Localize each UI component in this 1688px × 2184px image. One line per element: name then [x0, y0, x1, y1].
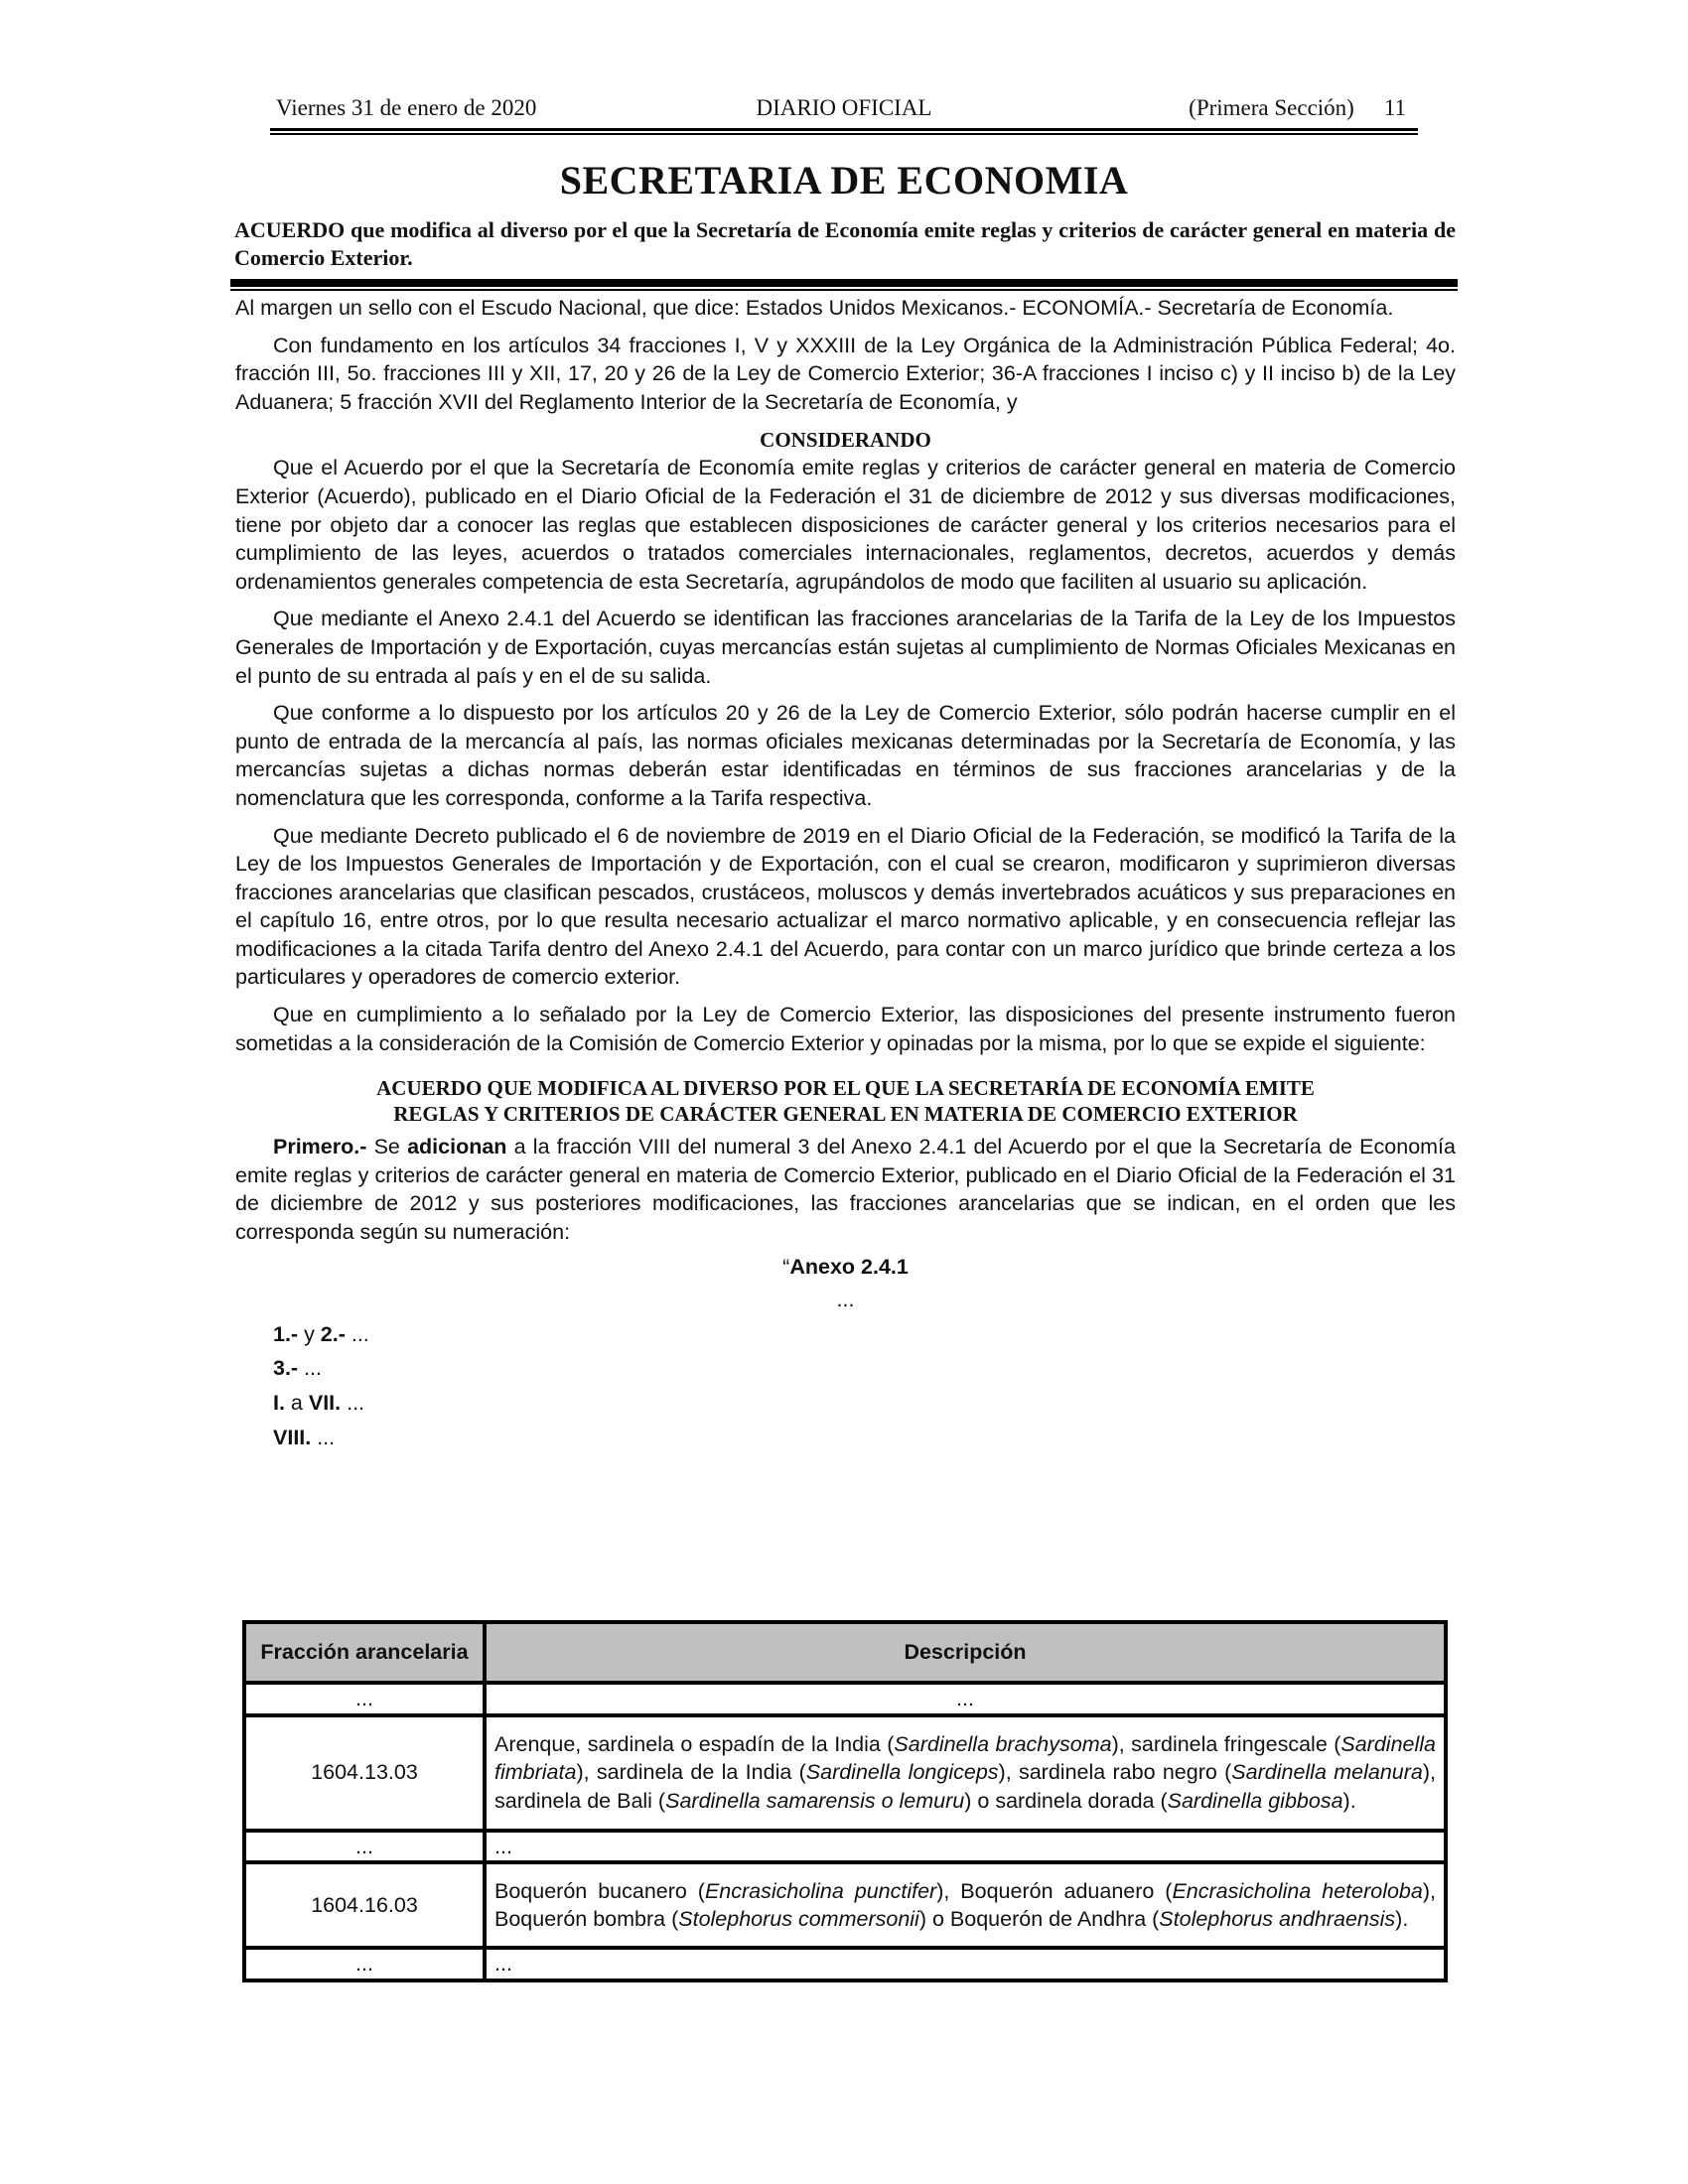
open-quote: “: [782, 1254, 790, 1279]
description-text: ), Boquerón aduanero (: [936, 1878, 1173, 1903]
table-row: [244, 1831, 1446, 1863]
descripcion-cell: ...: [485, 1683, 1446, 1715]
list-line: [273, 1389, 1456, 1418]
header-section-label: (Primera Sección): [1189, 95, 1354, 120]
description-text: ) o Boquerón de Andhra (: [918, 1907, 1160, 1932]
description-text: ) o sardinela dorada (: [964, 1788, 1168, 1813]
species-name: Sardinella fimbriata: [494, 1731, 1436, 1785]
description-text: Arenque, sardinela o espadín de la India (: [494, 1731, 895, 1756]
page-title: SECRETARIA DE ECONOMIA: [559, 158, 1129, 203]
descripcion-cell: [485, 1862, 1446, 1948]
description-text: ), sardinela rabo negro (: [998, 1760, 1232, 1785]
description-text: ).: [1395, 1907, 1409, 1932]
page-number: 11: [1383, 95, 1406, 120]
table-row: [244, 1715, 1446, 1831]
description-text: Boquerón bucanero (: [494, 1878, 705, 1903]
table-row: [244, 1862, 1446, 1948]
list-num: 1.-: [273, 1321, 299, 1346]
description-text: ), Boquerón bombra (: [494, 1878, 1436, 1932]
acuerdo-heading-line: ACUERDO QUE MODIFICA AL DIVERSO POR EL QUE LA SECRETARÍA DE ECONOMÍA EMITE: [376, 1076, 1315, 1101]
descripcion-cell: [485, 1715, 1446, 1831]
list-num: I.: [273, 1391, 285, 1415]
subheading-rule-thick: [230, 279, 1458, 287]
acuerdo-heading-line: REGLAS Y CRITERIOS DE CARÁCTER GENERAL EN MATERIA DE COMERCIO EXTERIOR: [393, 1102, 1298, 1127]
description-text: ), sardinela fringescale (: [1111, 1731, 1341, 1756]
description-text: ).: [1342, 1788, 1356, 1813]
anexo-label: [235, 1253, 1456, 1282]
list-num: VIII.: [273, 1425, 312, 1449]
list-text: ...: [341, 1391, 365, 1415]
description-text: ), sardinela de Bali (: [494, 1760, 1436, 1813]
table-row: [244, 1683, 1446, 1715]
fraccion-cell: 1604.16.03: [244, 1862, 485, 1948]
subheading-rest: que modifica al diverso por el que la Secretaría de Economía emite reglas y criterios de carácter general en materia de Comercio Exterior.: [234, 217, 1456, 270]
list-text: ...: [345, 1321, 369, 1346]
fracciones-table: [242, 1620, 1448, 1982]
table-row: [244, 1948, 1446, 1980]
running-header: [270, 95, 1418, 125]
species-name: Encrasicholina punctifer: [704, 1878, 937, 1903]
descripcion-cell: ...: [485, 1948, 1446, 1980]
species-name: Stolephorus commersonii: [678, 1907, 919, 1932]
fraccion-cell: ...: [244, 1831, 485, 1863]
list-num: 3.-: [273, 1356, 299, 1381]
considerando-paragraph: Que en cumplimiento a lo señalado por la Ley de Comercio Exterior, las disposiciones del presente instrumento fueron sometidas a la consideración de la Comisión de Comercio Exterior y opinadas por la misma, por lo que se expide el siguiente:: [235, 1003, 1456, 1055]
margin-note: Al margen un sello con el Escudo Nacional, que dice: Estados Unidos Mexicanos.- ECONOMÍA.- Secretaría de Economía.: [235, 296, 1394, 320]
species-name: Sardinella melanura: [1231, 1760, 1423, 1785]
header-rule-thin: [270, 133, 1418, 135]
list-text: ...: [298, 1356, 322, 1381]
primero-text: Se: [366, 1135, 408, 1160]
species-name: Sardinella brachysoma: [894, 1731, 1112, 1756]
anexo-label-text: Anexo 2.4.1: [789, 1254, 909, 1279]
list-num: VII.: [308, 1391, 342, 1415]
list-line: [273, 1354, 1456, 1383]
species-name: Sardinella gibbosa: [1167, 1788, 1343, 1813]
column-header-descripcion: Descripción: [485, 1622, 1446, 1683]
fundamento-paragraph: Con fundamento en los artículos 34 fracciones I, V y XXXIII de la Ley Orgánica de la Administración Pública Federal; 4o. fracción III, 5o. fracciones III y XII, 17, 20 y 26 de la Ley de Comercio Exterior; 36-A fracciones I inciso c) y II inciso b) de la Ley Aduanera; 5 fracción XVII del Reglamento Interior de la Secretaría de Economía, y: [235, 333, 1456, 414]
document-subheading: [234, 216, 1456, 272]
table-header-row: [244, 1622, 1446, 1683]
considerando-paragraph: Que mediante Decreto publicado el 6 de noviembre de 2019 en el Diario Oficial de la Federación, se modificó la Tarifa de la Ley de los Impuestos Generales de Importación y de Exportación, con el cual se crearon, modificaron y suprimieron diversas fracciones arancelarias que clasifican pescados, crustáceos, moluscos y demás invertebrados acuáticos y sus preparaciones en el capítulo 16, entre otros, por lo que resulta necesario actualizar el marco normativo aplicable, y en consecuencia reflejar las modificaciones a la citada Tarifa dentro del Anexo 2.4.1 del Acuerdo, para contar con un marco jurídico que brinde certeza a los particulares y operadores de comercio exterior.: [235, 823, 1456, 990]
species-name: Encrasicholina heteroloba: [1172, 1878, 1423, 1903]
ellipsis: ...: [836, 1288, 855, 1312]
list-num: 2.-: [320, 1321, 346, 1346]
primero-text: a la fracción VIII del numeral 3 del Anexo 2.4.1 del Acuerdo por el que la Secretaría de Economía emite reglas y criterios de carácter general en materia de Comercio Exterior, publicado en el Diario Oficial de la Federación el 31 de diciembre de 2012 y sus posteriores modificaciones, las fracciones arancelarias que se indican, en el orden que les corresponda según su numeración:: [235, 1135, 1456, 1245]
subheading-rule-thin: [230, 289, 1458, 291]
list-text: a: [284, 1391, 309, 1415]
considerando-paragraph: Que conforme a lo dispuesto por los artículos 20 y 26 de la Ley de Comercio Exterior, sólo podrán hacerse cumplir en el punto de entrada de la mercancía al país, las normas oficiales mexicanas determinadas por la Secretaría de Economía, y las mercancías sujetas a dichas normas deberán estar identificadas en términos de sus fracciones arancelarias y de la nomenclatura que les corresponda, conforme a la Tarifa respectiva.: [235, 701, 1456, 810]
subheading-lead: ACUERDO: [234, 217, 346, 242]
document-body: [235, 294, 1456, 1451]
list-line: [273, 1424, 1456, 1452]
fraccion-cell: 1604.13.03: [244, 1715, 485, 1831]
considerando-heading: CONSIDERANDO: [760, 428, 931, 453]
list-line: [273, 1320, 1456, 1349]
species-name: Sardinella samarensis o lemuru: [665, 1788, 965, 1813]
description-text: ), sardinela de la India (: [576, 1760, 806, 1785]
header-rule-thick: [270, 128, 1418, 131]
list-text: y: [298, 1321, 321, 1346]
acuerdo-heading: [235, 1075, 1456, 1127]
fraccion-cell: ...: [244, 1948, 485, 1980]
descripcion-cell: ...: [485, 1831, 1446, 1863]
primero-verb: adicionan: [407, 1135, 507, 1160]
primero-label: Primero.-: [273, 1135, 367, 1160]
header-section: [1189, 95, 1406, 121]
fraccion-cell: ...: [244, 1683, 485, 1715]
considerando-paragraph: Que el Acuerdo por el que la Secretaría de Economía emite reglas y criterios de carácter general en materia de Comercio Exterior (Acuerdo), publicado en el Diario Oficial de la Federación el 31 de diciembre de 2012 y sus diversas modificaciones, tiene por objeto dar a conocer las reglas que establecen disposiciones de carácter general y los criterios necesarios para el cumplimiento de las leyes, acuerdos o tratados comerciales internacionales, reglamentos, decretos, acuerdos y demás ordenamientos generales competencia de esta Secretaría, agrupándolos de modo que faciliten al usuario su aplicación.: [235, 456, 1456, 594]
considerando-paragraph: Que mediante el Anexo 2.4.1 del Acuerdo se identifican las fracciones arancelarias de la Tarifa de la Ley de los Impuestos Generales de Importación y de Exportación, cuyas mercancías están sujetas al cumplimiento de Normas Oficiales Mexicanas en el punto de su entrada al país y en el de su salida.: [235, 607, 1456, 688]
primero-paragraph: [235, 1133, 1456, 1246]
header-date: Viernes 31 de enero de 2020: [276, 95, 537, 120]
header-publication: DIARIO OFICIAL: [756, 95, 932, 120]
list-text: ...: [311, 1425, 336, 1449]
species-name: Sardinella longiceps: [805, 1760, 999, 1785]
species-name: Stolephorus andhraensis: [1159, 1907, 1396, 1932]
column-header-fraccion: Fracción arancelaria: [244, 1622, 485, 1683]
